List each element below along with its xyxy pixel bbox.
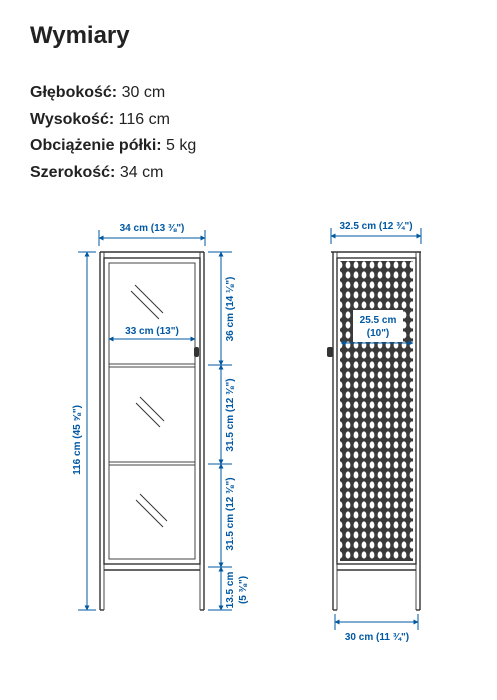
front-inner-width-label: 33 cm (13") xyxy=(125,326,179,337)
side-cabinet xyxy=(327,252,421,610)
front-height-dimension xyxy=(72,252,96,610)
side-handle xyxy=(327,347,333,357)
spec-value: 5 kg xyxy=(166,137,197,154)
front-width-dimension xyxy=(99,223,205,246)
side-width-bottom-label: 30 cm (11 ¾") xyxy=(344,632,410,643)
section-top-label: 36 cm (14 ⅛") xyxy=(225,276,236,342)
front-inner-width-dimension xyxy=(111,326,193,339)
mesh-panel xyxy=(340,261,413,561)
front-width-label: 34 cm (13 ⅜") xyxy=(119,223,185,234)
spec-label: Szerokość: xyxy=(30,163,116,181)
side-inner-depth-dimension xyxy=(343,310,411,343)
leg-height-inch-label: (5 ⅜") xyxy=(238,575,249,605)
front-cabinet xyxy=(100,252,204,610)
side-view xyxy=(327,221,421,643)
side-width-top-label: 32.5 cm (12 ¾") xyxy=(339,221,413,232)
side-width-top-dimension xyxy=(331,221,421,244)
spec-label: Wysokość: xyxy=(30,110,115,128)
front-section-dimensions xyxy=(208,252,249,610)
leg-height-label: 13.5 cm xyxy=(225,571,236,609)
front-view xyxy=(72,223,249,610)
spec-label: Głębokość: xyxy=(30,84,118,101)
section-lower-label: 31.5 cm (12 ⅜") xyxy=(225,477,236,551)
page-title: Wymiary xyxy=(30,22,130,49)
spec-value: 116 cm xyxy=(118,110,170,128)
side-inner-depth-inch-label: (10") xyxy=(366,328,390,339)
section-middle-label: 31.5 cm (12 ⅜") xyxy=(225,378,236,452)
spec-value: 34 cm xyxy=(119,163,164,181)
side-inner-depth-label: 25.5 cm xyxy=(359,315,397,326)
spec-value: 30 cm xyxy=(121,84,166,101)
door-handle xyxy=(194,347,199,357)
side-width-bottom-dimension xyxy=(335,614,418,643)
glass-reflection xyxy=(131,285,167,527)
front-height-label: 116 cm (45 ⅝") xyxy=(72,405,83,475)
spec-label: Obciążenie półki: xyxy=(30,137,162,154)
